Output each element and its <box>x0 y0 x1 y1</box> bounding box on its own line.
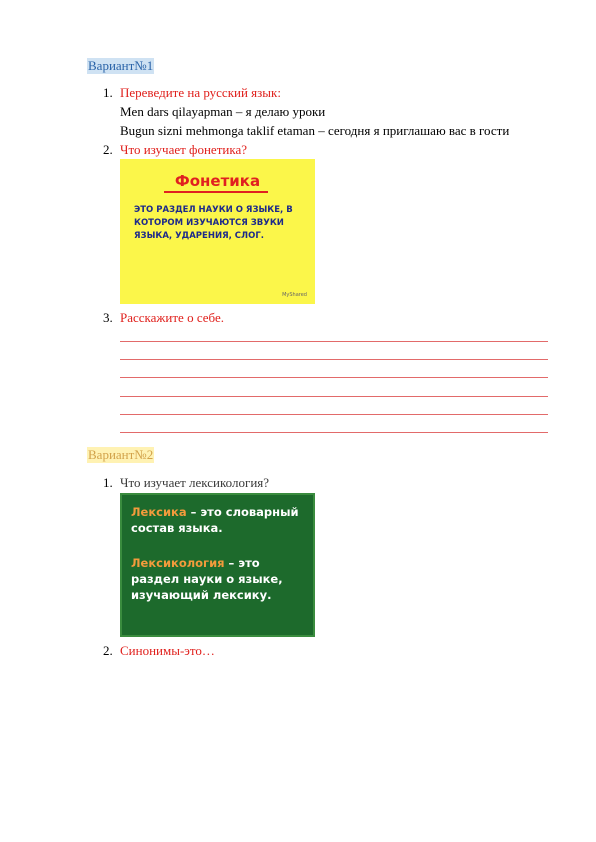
variant2-heading: Вариант№2 <box>88 447 154 462</box>
answer-line[interactable] <box>120 359 548 360</box>
image-body: ЭТО РАЗДЕЛ НАУКИ О ЯЗЫКЕ, В КОТОРОМ ИЗУЧАЮТСЯ ЗВУКИ ЯЗЫКА, УДАРЕНИЯ, СЛОГ. <box>134 205 293 241</box>
task-number: 1. <box>103 475 113 490</box>
term-highlight: Лексикология <box>131 556 225 570</box>
translation-line: Men dars qilayapman – я делаю уроки <box>120 104 326 119</box>
answer-line[interactable] <box>120 377 548 378</box>
watermark: MyShared <box>282 292 307 298</box>
image-title: Фонетика <box>174 172 261 190</box>
task-question: Синонимы-это… <box>120 643 215 658</box>
lexicology-definition <box>131 555 311 603</box>
task-question: Переведите на русский язык: <box>120 85 281 100</box>
term-highlight: Лексика <box>131 505 187 519</box>
variant1-heading: Вариант№1 <box>88 58 154 73</box>
answer-line[interactable] <box>120 414 548 415</box>
task-question: Расскажите о себе. <box>120 310 224 325</box>
answer-line[interactable] <box>120 432 548 433</box>
title-underline <box>164 191 268 193</box>
definition-text: – это словарный состав языка. <box>131 505 299 535</box>
task-number: 2. <box>103 643 113 658</box>
definition-text: – это раздел науки о языке, изучающий лексику. <box>131 556 283 602</box>
task-question: Что изучает фонетика? <box>120 142 247 157</box>
lexicon-definition <box>131 504 311 536</box>
answer-line[interactable] <box>120 396 548 397</box>
phonetics-image <box>120 159 315 304</box>
task-number: 1. <box>103 85 113 100</box>
answer-line[interactable] <box>120 341 548 342</box>
task-number: 3. <box>103 310 113 325</box>
lexicology-image <box>120 493 315 637</box>
translation-line: Bugun sizni mehmonga taklif etaman – сегодня я приглашаю вас в гости <box>120 123 510 138</box>
task-number: 2. <box>103 142 113 157</box>
task-question: Что изучает лексикология? <box>120 475 270 490</box>
